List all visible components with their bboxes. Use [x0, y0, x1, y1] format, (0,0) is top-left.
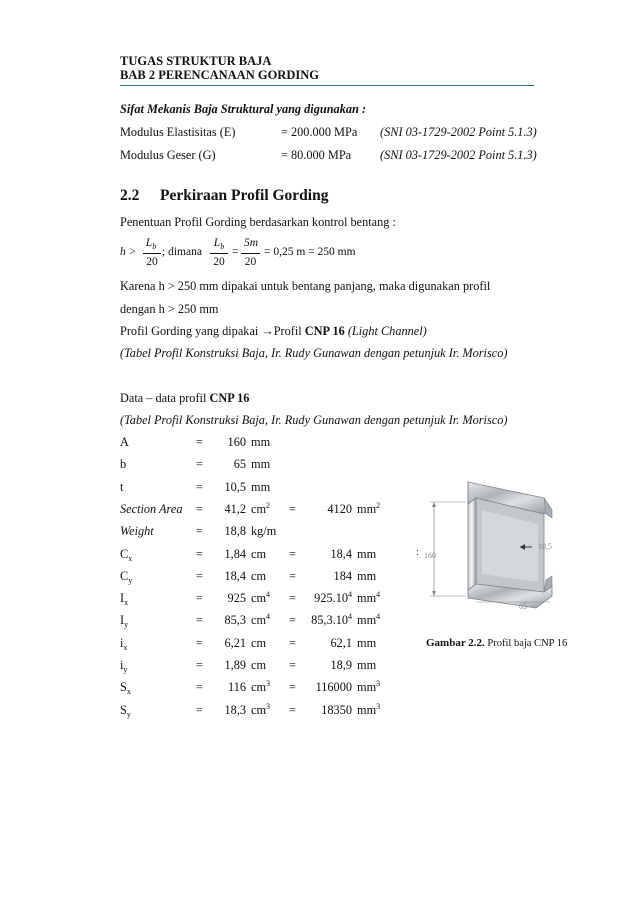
- profile-figure: [416, 474, 558, 614]
- row-symbol: $C_y$: [120, 569, 133, 585]
- row-unit-2: $mm^2$: [357, 501, 381, 516]
- row-unit-2: $mm^4$: [357, 612, 381, 627]
- formula-h: h >: [120, 246, 137, 258]
- row-unit: cm: [251, 547, 267, 561]
- row-equals: =: [196, 524, 203, 538]
- row-symbol: $C_x$: [120, 547, 133, 563]
- formula-num-2: 5m: [243, 237, 259, 249]
- props-title: Sifat Mekanis Baja Struktural yang digunakan :: [120, 102, 367, 116]
- section-title: Perkiraan Profil Gording: [160, 187, 329, 204]
- row-unit-2: $mm^4$: [357, 590, 381, 605]
- dim-height-label: 160: [424, 551, 436, 560]
- row-value: 18,3: [224, 703, 246, 717]
- dim-thickness-label: 10,5: [538, 542, 552, 551]
- row-unit-2: $mm^3$: [357, 679, 381, 694]
- row-value-2: 116000: [315, 680, 352, 694]
- formula-den-1: 20: [146, 256, 158, 268]
- row-symbol: $S_y$: [120, 703, 131, 719]
- para-line-1: Karena h > 250 mm dipakai untuk bentang panjang, maka digunakan profil: [120, 279, 491, 293]
- row-unit: mm: [251, 480, 271, 494]
- row-unit-2: mm: [357, 547, 377, 561]
- formula-den-3: 20: [244, 256, 257, 268]
- row-unit: $cm^3$: [251, 679, 271, 694]
- row-value: 6,21: [224, 636, 246, 650]
- row-equals: =: [196, 658, 203, 672]
- para-line-2: dengan h > 250 mm: [120, 302, 219, 316]
- header-title: TUGAS STRUKTUR BAJA: [120, 54, 272, 68]
- row-unit-2: $mm^3$: [357, 702, 381, 717]
- row-value: 1,84: [224, 547, 246, 561]
- intro-text: Penentuan Profil Gording berdasarkan kontrol bentang :: [120, 215, 396, 229]
- data-title: Data – data profil CNP 16: [120, 391, 250, 405]
- prop-value: = 80.000 MPa: [281, 148, 352, 162]
- formula-den-2: 20: [213, 256, 225, 268]
- row-equals: =: [196, 636, 203, 650]
- row-value-2: 85,3.10$^4$: [311, 612, 352, 627]
- row-equals: =: [196, 703, 203, 717]
- row-value: 10,5: [224, 480, 246, 494]
- row-equals: =: [196, 569, 203, 583]
- row-equals-2: =: [289, 591, 296, 605]
- header-divider: [120, 85, 534, 86]
- row-value-2: 18350: [321, 703, 352, 717]
- row-equals: =: [196, 547, 203, 561]
- formula-eq: =: [232, 246, 239, 258]
- prop-name: Modulus Geser (G): [120, 148, 216, 162]
- row-value-2: 925.10$^4$: [314, 590, 352, 605]
- figure-caption: Gambar 2.2. Profil baja CNP 16: [426, 637, 568, 649]
- cnp-profile-image: [416, 474, 558, 614]
- formula-dimana: ; dimana: [162, 246, 202, 258]
- row-symbol: $i_x$: [120, 636, 128, 652]
- prop-name: Modulus Elastisitas (E): [120, 125, 236, 139]
- row-symbol: $I_y$: [120, 613, 129, 629]
- row-equals-2: =: [289, 636, 296, 650]
- fraction-bar-3: [241, 253, 260, 254]
- row-equals: =: [196, 591, 203, 605]
- row-unit: $cm^4$: [251, 612, 271, 627]
- row-value: 925: [227, 591, 246, 605]
- row-unit: kg/m: [251, 524, 277, 538]
- row-unit: mm: [251, 457, 271, 471]
- row-unit-2: mm: [357, 569, 377, 583]
- row-value-2: 18,4: [330, 547, 352, 561]
- reference-table: (Tabel Profil Konstruksi Baja, Ir. Rudy Gunawan dengan petunjuk Ir. Morisco): [120, 346, 508, 360]
- row-unit-2: mm: [357, 636, 377, 650]
- row-equals: =: [196, 457, 203, 471]
- prop-reference: (SNI 03-1729-2002 Point 5.1.3): [380, 125, 537, 139]
- row-unit: $cm^2$: [251, 501, 271, 516]
- dimension-mark: :: [416, 547, 419, 558]
- row-value: 18,8: [224, 524, 246, 538]
- arrow-icon: →: [261, 324, 274, 338]
- prop-value: = 200.000 MPa: [281, 125, 358, 139]
- row-equals-2: =: [289, 680, 296, 694]
- formula-lb-2: $L_b$: [213, 237, 225, 251]
- row-symbol: b: [120, 457, 127, 471]
- row-equals: =: [196, 613, 203, 627]
- formula-lb-1: $L_b$: [145, 237, 157, 251]
- row-symbol: Section Area: [120, 502, 183, 516]
- row-unit: $cm^3$: [251, 702, 271, 717]
- section-number: 2.2: [120, 187, 140, 204]
- chosen-profile: Profil Gording yang dipakai →Profil CNP 16 (Light Channel): [120, 324, 427, 338]
- fraction-bar-2: [210, 253, 228, 254]
- row-equals-2: =: [289, 703, 296, 717]
- row-equals-2: =: [289, 658, 296, 672]
- row-value-2: 184: [333, 569, 352, 583]
- row-symbol: $i_y$: [120, 658, 128, 674]
- prop-reference: (SNI 03-1729-2002 Point 5.1.3): [380, 148, 537, 162]
- row-equals-2: =: [289, 547, 296, 561]
- row-value: 116: [228, 680, 246, 694]
- row-symbol: A: [120, 435, 129, 449]
- row-equals-2: =: [289, 613, 296, 627]
- row-unit: $cm^4$: [251, 590, 271, 605]
- row-equals-2: =: [289, 569, 296, 583]
- row-symbol: t: [120, 480, 124, 494]
- row-value: 65: [233, 457, 246, 471]
- row-value-2: 62,1: [330, 636, 352, 650]
- row-symbol: $I_x$: [120, 591, 129, 607]
- row-equals-2: =: [289, 502, 296, 516]
- row-unit: cm: [251, 636, 267, 650]
- row-value-2: 18,9: [330, 658, 352, 672]
- row-value: 18,4: [224, 569, 246, 583]
- data-reference: (Tabel Profil Konstruksi Baja, Ir. Rudy Gunawan dengan petunjuk Ir. Morisco): [120, 413, 508, 427]
- row-equals: =: [196, 480, 203, 494]
- row-unit: mm: [251, 435, 271, 449]
- row-value: 41,2: [224, 502, 246, 516]
- row-symbol: Weight: [120, 524, 154, 538]
- header-subtitle: BAB 2 PERENCANAAN GORDING: [120, 68, 319, 82]
- row-equals: =: [196, 680, 203, 694]
- row-unit: cm: [251, 658, 267, 672]
- row-value-2: 4120: [327, 502, 352, 516]
- dim-width-label: 65: [519, 602, 527, 611]
- row-equals: =: [196, 435, 203, 449]
- row-unit: cm: [251, 569, 267, 583]
- row-equals: =: [196, 502, 203, 516]
- row-value: 1,89: [224, 658, 246, 672]
- fraction-bar-1: [143, 253, 161, 254]
- row-symbol: $S_x$: [120, 680, 131, 696]
- row-value: 85,3: [224, 613, 246, 627]
- formula-result: = 0,25 m = 250 mm: [264, 246, 356, 258]
- row-unit-2: mm: [357, 658, 377, 672]
- row-value: 160: [227, 435, 246, 449]
